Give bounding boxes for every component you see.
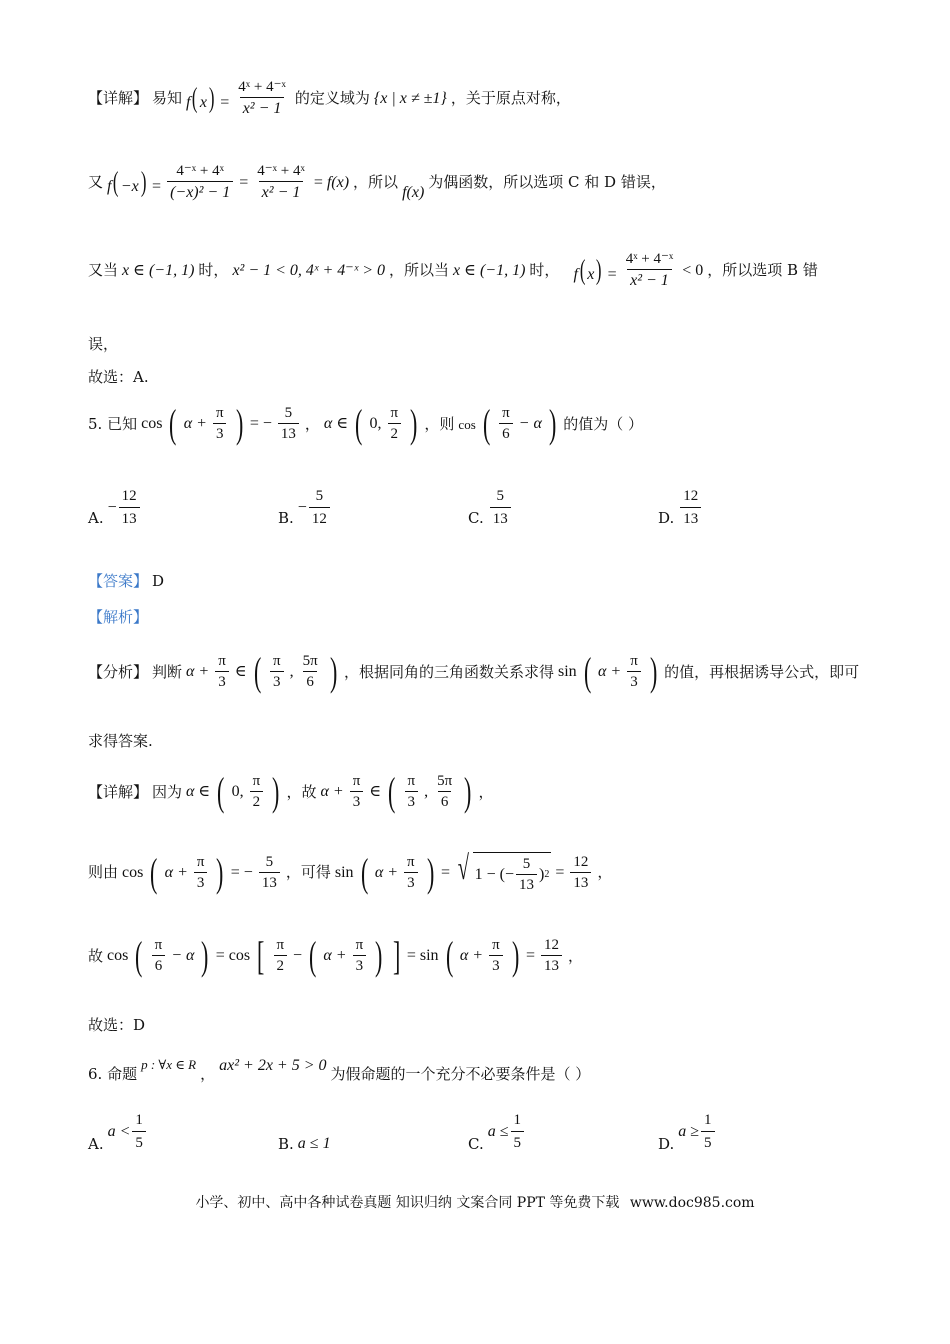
question-number: 6. 命题 (88, 1064, 138, 1083)
math-interval: x ∈ (−1, 1) (453, 261, 526, 279)
equals: = (239, 173, 249, 191)
text: 又当 (88, 261, 119, 279)
answer-line (88, 574, 164, 589)
question-number: 5. 已知 (88, 414, 138, 433)
math-fx: f( x) = (573, 254, 617, 286)
question-5-stem: 5. 已知 cos ( α + $\frac{\pi}{3}$ ) = − $\frac{5}{13}$ ， α ∈ ( 0, $\frac{\pi}{2}$ ) ，则 cos ( $\frac{\pi}{6}$ − α ) 的值为（ ） (88, 401, 643, 446)
math-fx: f(x) (402, 183, 425, 201)
text: 又 (88, 173, 104, 191)
option-b[interactable]: B. a ≤ 1 (278, 1135, 331, 1153)
answer-value: D (152, 572, 165, 590)
math-interval: x ∈ (−1, 1) (122, 261, 195, 279)
fraction-pi-6: $\frac{\pi}{6}$ (499, 406, 513, 442)
detail-tag: 【详解】 (88, 89, 149, 107)
option-d[interactable]: D. a ≥ $\frac{1}{5}$ (658, 1112, 848, 1152)
detail-line-2 (88, 164, 666, 201)
text: 的定义域为 (294, 89, 370, 107)
math-f-neg-x: f( −x) = (107, 166, 162, 198)
choose-line: 故选：A. (88, 368, 149, 386)
analysis-line-1: 【分析】 判断 α + $\frac{\pi}{3}$ ∈ ( $\frac{\pi}{3}$ , $\frac{5\pi}{6}$ ) ，根据同角的三角函数关系求得 sin ( α + $\frac{\pi}{3}$ ) 的值，再根据诱导公式，即可 (88, 649, 860, 694)
answer-tag: 【答案】 (88, 572, 149, 590)
fraction-5-13: $\frac{5}{13}$ (278, 406, 299, 442)
question-5-options (88, 488, 848, 528)
text: 时， (198, 261, 229, 279)
option-d[interactable]: D. $\frac{12}{13}$ (658, 488, 848, 528)
math-proposition: p : ∀x ∈ R (141, 1056, 197, 1072)
detail-5-line-2: 则由 cos ( α + $\frac{\pi}{3}$ ) = − $\frac{5}{13}$ ，可得 sin ( α + $\frac{\pi}{3}$ ) = √ 1 − (− $\frac{5}{13}$ ) 2 = $\frac{12}{13}$ ， (88, 849, 613, 895)
math-condition: x² − 1 < 0, 4ˣ + 4⁻ˣ > 0 (232, 261, 385, 279)
fraction: $\frac{\text{4ˣ + 4⁻ˣ}}{\text{x² − 1}}$ (625, 251, 674, 289)
math-domain-set: {x | x ≠ ±1} (373, 89, 447, 107)
fraction: $\frac{\text{4⁻ˣ + 4ˣ}}{\text{(−x)² − 1}}$ (167, 164, 233, 201)
detail-line-4: 误， (88, 335, 119, 353)
footer-text: 小学、初中、高中各种试卷真题 知识归纳 文案合同 PPT 等免费下载 (195, 1195, 620, 1211)
text: 时， (529, 261, 560, 279)
sqrt: √ 1 − (− $\frac{5}{13}$ ) 2 (457, 850, 550, 893)
fraction: $\frac{\text{4ˣ + 4⁻ˣ}}{\text{x² − 1}}$ (238, 79, 286, 117)
analysis-tag: 【分析】 (88, 662, 149, 681)
math-fx: = f(x) (313, 173, 350, 191)
detail-line-3 (88, 252, 818, 289)
option-a[interactable]: A. a < $\frac{1}{5}$ (88, 1112, 278, 1152)
text: ，所以选项 B 错 (707, 261, 818, 279)
text: ，所以 (353, 173, 399, 191)
question-6-stem: 6. 命题 p : ∀x ∈ R ， ax² + 2x + 5 > 0 为假命题的一个充分不必要条件是（ ） (88, 1056, 591, 1083)
fraction: $\frac{\text{4⁻ˣ + 4ˣ}}{\text{x² − 1}}$ (257, 163, 305, 201)
option-a[interactable]: A. − $\frac{12}{13}$ (88, 488, 278, 528)
text: ，所以当 (389, 261, 450, 279)
math-fx: f( x) = (186, 82, 230, 114)
text: 易知 (152, 89, 183, 107)
math-inequality: ax² + 2x + 5 > 0 (219, 1057, 327, 1074)
text: 为偶函数，所以选项 C 和 D 错误， (428, 173, 666, 191)
analysis-line-2: 求得答案. (88, 732, 153, 750)
detail-line-1 (88, 80, 571, 117)
detail-5-line-3: 故 cos ( $\frac{\pi}{6}$ − α ) = cos [ $\frac{\pi}{2}$ − ( α + $\frac{\pi}{3}$ ) ] = sin ( α + $\frac{\pi}{3}$ ) = $\frac{12}{13}$ ， (88, 933, 584, 978)
text: ，关于原点对称， (450, 89, 571, 107)
fraction-pi-2: $\frac{\pi}{2}$ (388, 406, 402, 442)
math-cos: cos (141, 415, 163, 432)
footer-url[interactable]: www.doc985.com (629, 1195, 755, 1211)
analysis-tag: 【解析】 (88, 608, 149, 626)
option-b[interactable]: B. − $\frac{5}{12}$ (278, 488, 468, 528)
option-c[interactable]: C. a ≤ $\frac{1}{5}$ (468, 1112, 658, 1152)
option-c[interactable]: C. $\frac{5}{13}$ (468, 488, 658, 528)
less-than-zero: < 0 (682, 261, 704, 279)
detail-5-line-1: 【详解】 因为 α ∈ ( 0, $\frac{\pi}{2}$ ) ，故 α + $\frac{\pi}{3}$ ∈ ( $\frac{\pi}{3}$ , $\frac{5\pi}{6}$ ) ， (88, 769, 494, 814)
choose-line-5: 故选：D (88, 1016, 146, 1034)
fraction-pi-3: $\frac{\pi}{3}$ (213, 406, 227, 442)
question-6-options (88, 1112, 848, 1152)
page-footer (0, 1192, 950, 1212)
